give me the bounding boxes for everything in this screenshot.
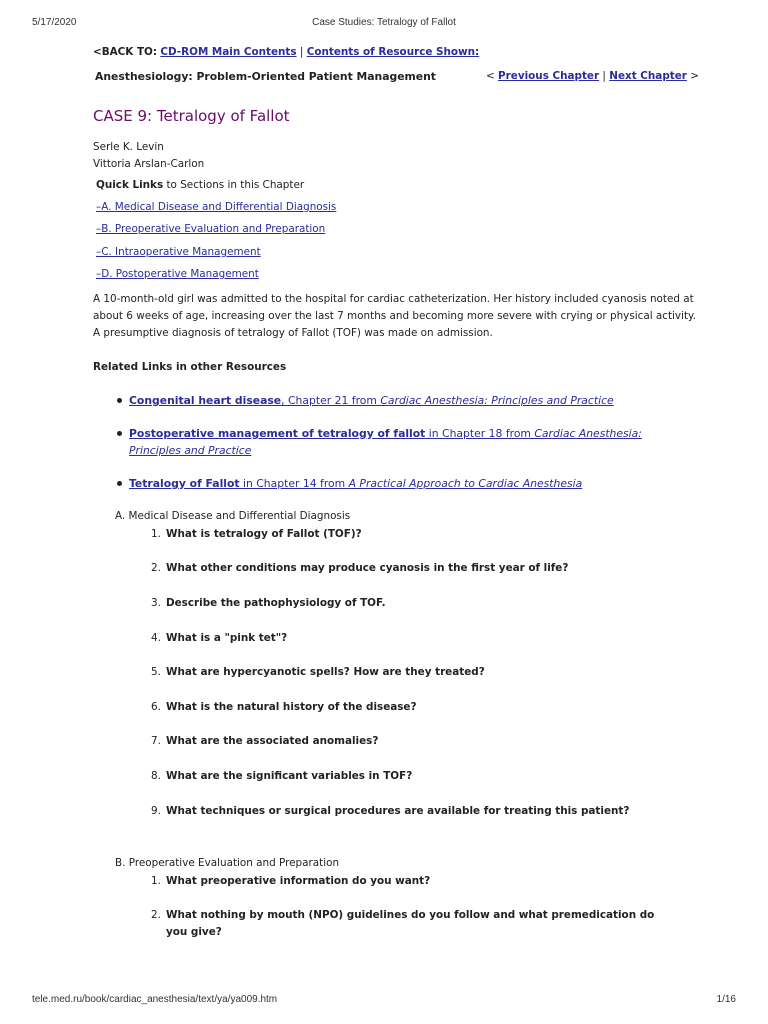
related-link-detail[interactable]: , Chapter 21 from: [281, 394, 381, 407]
question-number: 2.: [151, 562, 161, 574]
question-item: [151, 699, 671, 716]
question-item: [151, 733, 671, 750]
section-a-heading: A. Medical Disease and Differential Diagnosis: [115, 510, 351, 522]
bullet-icon: [117, 398, 122, 403]
book-title: Anesthesiology: Problem-Oriented Patient Management: [95, 70, 436, 83]
question-number: 6.: [151, 701, 161, 713]
question-number: 4.: [151, 632, 161, 644]
author-2: Vittoria Arslan-Carlon: [93, 158, 205, 170]
question-item: [151, 873, 671, 890]
question-text: Describe the pathophysiology of TOF.: [166, 597, 386, 609]
quick-links-label: Quick Links: [96, 179, 164, 191]
author-1: Serle K. Levin: [93, 141, 164, 153]
separator: |: [602, 70, 606, 82]
question-number: 3.: [151, 597, 161, 609]
separator: |: [299, 46, 304, 58]
related-link-postoperative-management[interactable]: Postoperative management of tetralogy of fallot: [129, 427, 426, 440]
question-item: [151, 630, 671, 647]
question-item: [151, 560, 671, 577]
case-intro-paragraph: A 10-month-old girl was admitted to the hospital for cardiac catheterization. Her history included cyanosis noted at about 6 weeks of age, increasing over the last 7 months and becoming more severe with crying or physical activity. A presumptive diagnosis of tetralogy of Fallot (TOF) was made on admission.: [93, 293, 697, 340]
question-item: [151, 803, 671, 820]
lt-symbol: <: [486, 70, 495, 82]
question-number: 1.: [151, 875, 161, 887]
related-link-book[interactable]: Cardiac Anesthesia: Principles and Practice: [380, 394, 614, 407]
quick-link-section-a[interactable]: –A. Medical Disease and Differential Diagnosis: [96, 201, 337, 213]
related-link-item: [129, 425, 669, 459]
book-row: [95, 68, 699, 86]
question-number: 8.: [151, 770, 161, 782]
quick-link-section-d[interactable]: –D. Postoperative Management: [96, 268, 259, 280]
bullet-icon: [117, 481, 122, 486]
related-link-item: [129, 392, 669, 409]
question-text: What preoperative information do you want?: [166, 875, 431, 887]
question-item: [151, 664, 671, 681]
quick-link-section-c[interactable]: –C. Intraoperative Management: [96, 246, 261, 258]
question-item: [151, 595, 671, 612]
question-text: What are the associated anomalies?: [166, 735, 379, 747]
question-text: What are the significant variables in TOF?: [166, 770, 413, 782]
case-title: CASE 9: Tetralogy of Fallot: [93, 107, 290, 125]
gt-symbol: >: [690, 70, 699, 82]
print-date: 5/17/2020: [32, 17, 77, 28]
related-link-book[interactable]: A Practical Approach to Cardiac Anesthesia: [348, 477, 583, 490]
question-text: What nothing by mouth (NPO) guidelines do you follow and what premedication do you give?: [166, 909, 655, 938]
quick-link-section-b[interactable]: –B. Preoperative Evaluation and Preparation: [96, 223, 326, 235]
related-link-detail[interactable]: in Chapter 14 from: [239, 477, 349, 490]
question-number: 9.: [151, 805, 161, 817]
question-item: [151, 907, 671, 941]
related-link-detail[interactable]: in Chapter 18 from: [425, 427, 535, 440]
quick-links-heading: [96, 177, 304, 194]
question-number: 5.: [151, 666, 161, 678]
bullet-icon: [117, 431, 122, 436]
question-text: What techniques or surgical procedures are available for treating this patient?: [166, 805, 630, 817]
related-link-item: [129, 475, 669, 492]
question-text: What other conditions may produce cyanosis in the first year of life?: [166, 562, 569, 574]
print-url: tele.med.ru/book/cardiac_anesthesia/text/ya/ya009.htm: [32, 994, 278, 1005]
question-text: What are hypercyanotic spells? How are they treated?: [166, 666, 485, 678]
next-chapter-link[interactable]: Next Chapter: [609, 70, 687, 82]
question-text: What is tetralogy of Fallot (TOF)?: [166, 528, 362, 540]
related-link-congenital-heart-disease[interactable]: Congenital heart disease: [129, 394, 282, 407]
print-page-title: Case Studies: Tetralogy of Fallot: [312, 17, 456, 28]
section-b-heading: B. Preoperative Evaluation and Preparation: [115, 857, 340, 869]
resource-contents-link[interactable]: Contents of Resource Shown:: [306, 46, 480, 58]
related-links-heading: Related Links in other Resources: [93, 361, 287, 373]
main-contents-link[interactable]: CD-ROM Main Contents: [160, 46, 297, 58]
quick-links-suffix: to Sections in this Chapter: [166, 179, 305, 191]
related-link-book[interactable]: Cardiac Anesthesia: Principles and Practice: [129, 427, 642, 457]
chapter-nav: [486, 68, 699, 85]
question-number: 2.: [151, 909, 161, 921]
previous-chapter-link[interactable]: Previous Chapter: [498, 70, 600, 82]
question-item: [151, 768, 671, 785]
print-page-number: 1/16: [716, 994, 736, 1005]
related-link-tetralogy-of-fallot[interactable]: Tetralogy of Fallot: [129, 477, 240, 490]
back-nav: [93, 44, 479, 61]
question-number: 1.: [151, 528, 161, 540]
back-label: <BACK TO:: [93, 46, 158, 58]
question-text: What is the natural history of the disease?: [166, 701, 417, 713]
question-number: 7.: [151, 735, 161, 747]
question-item: [151, 526, 671, 543]
question-text: What is a "pink tet"?: [166, 632, 288, 644]
